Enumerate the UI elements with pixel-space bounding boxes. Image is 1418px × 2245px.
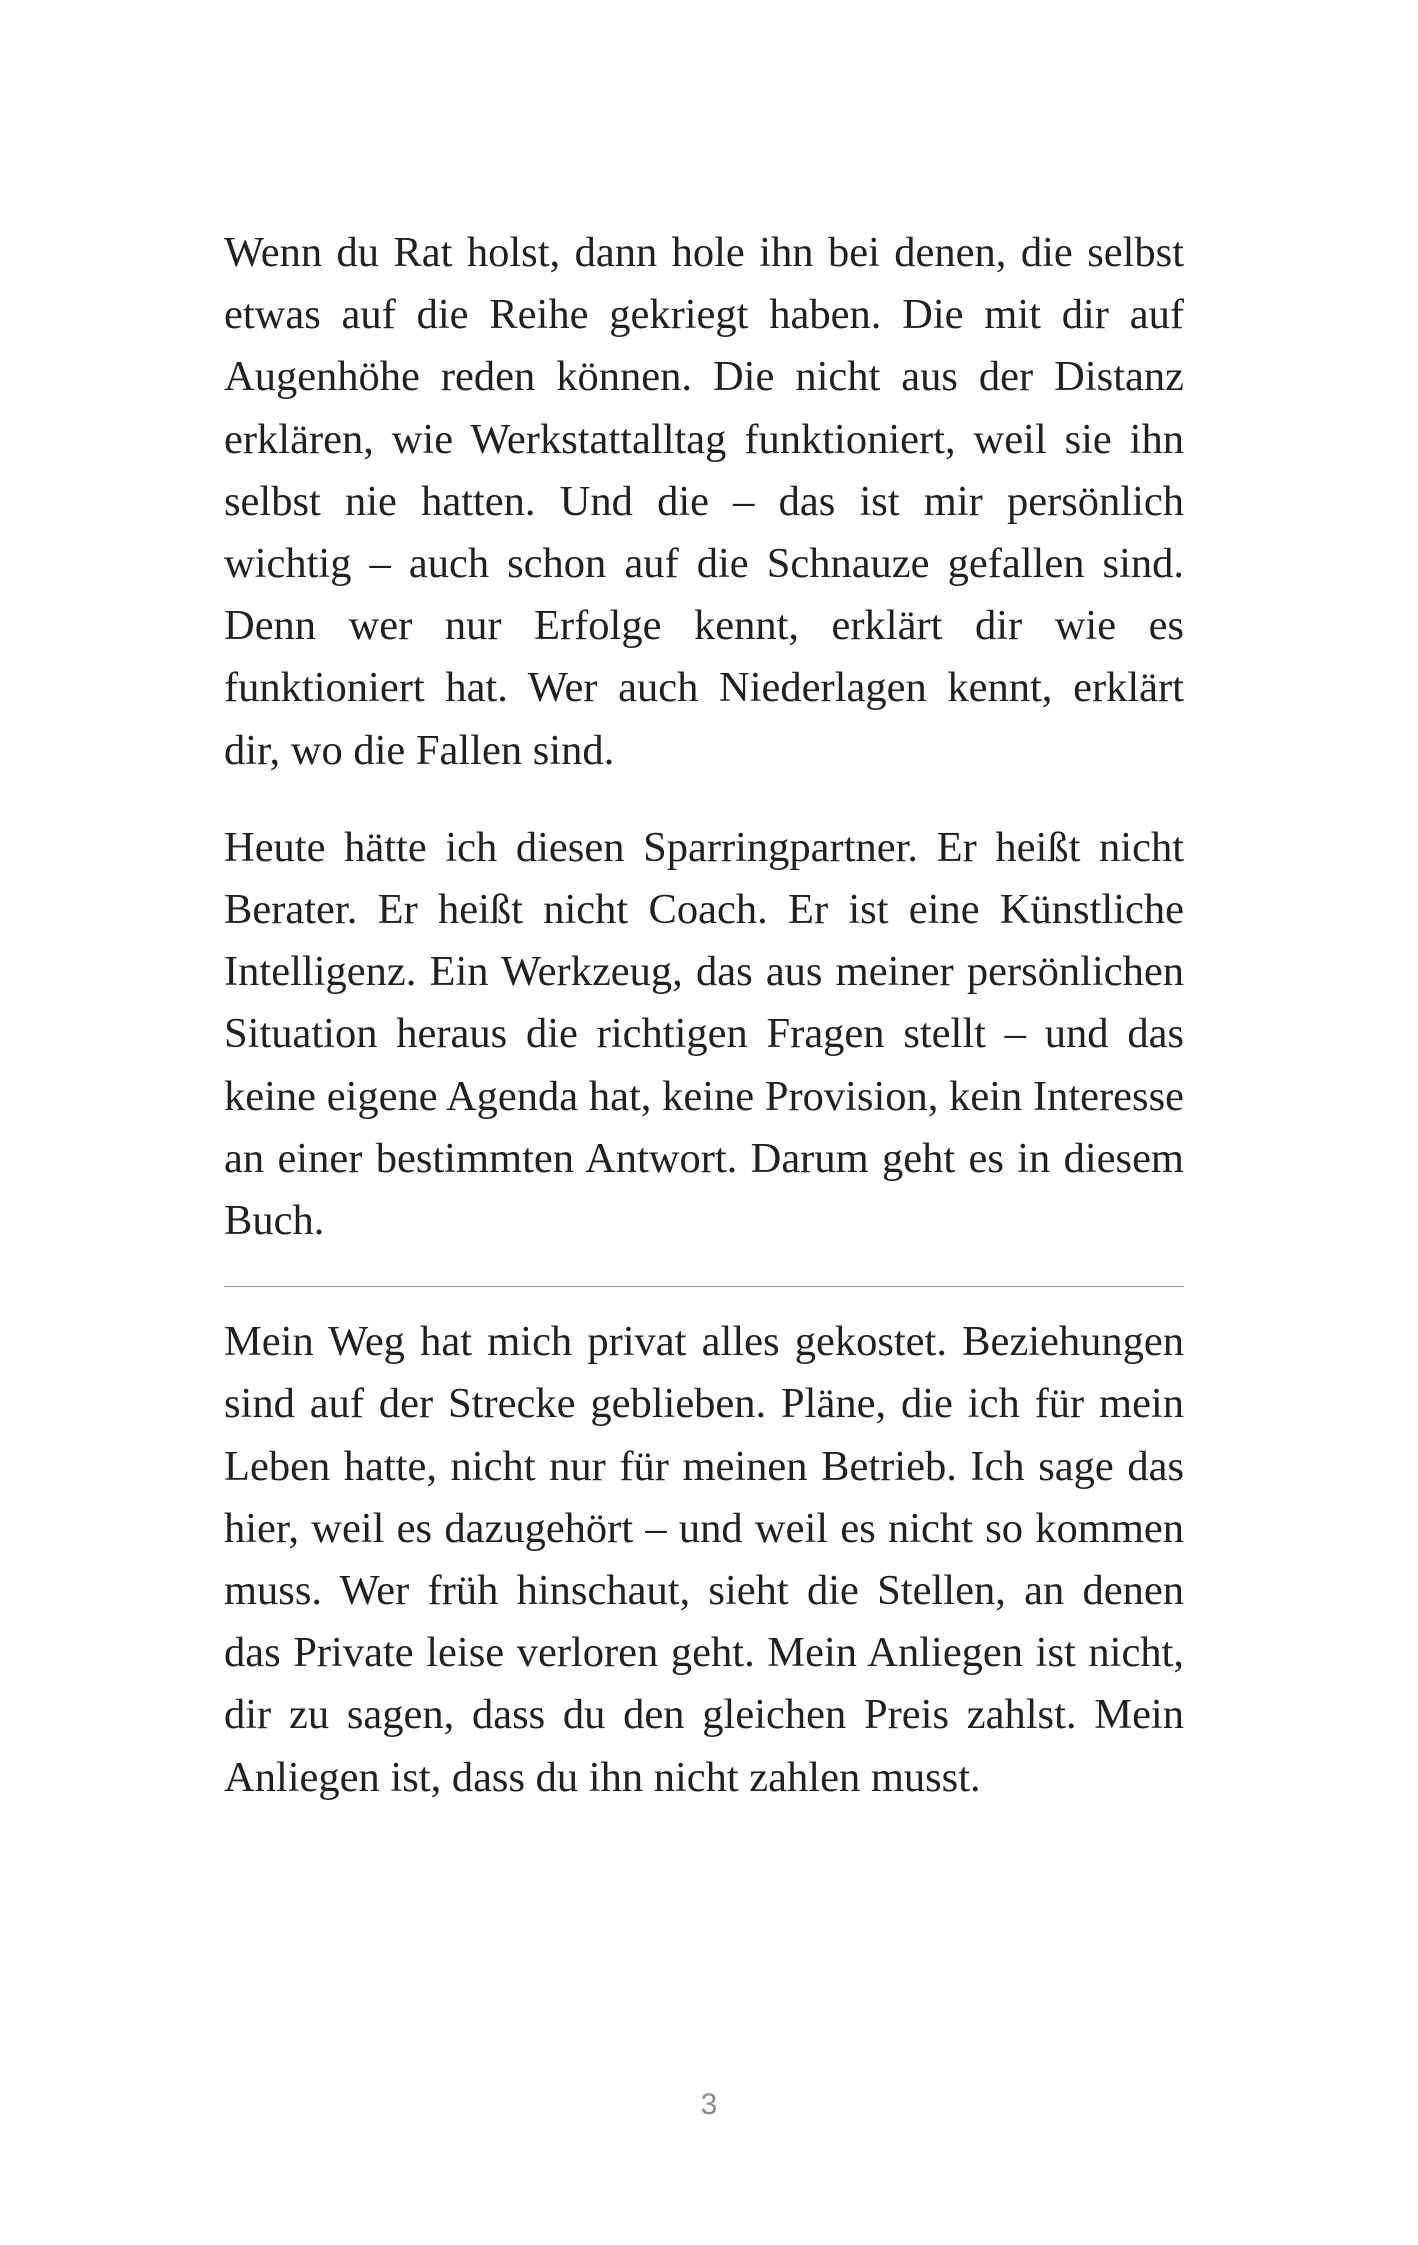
paragraph-personal-cost: Mein Weg hat mich privat alles gekostet. Beziehungen sind auf der Strecke geblieben. Pläne, die ich für mein Leben hatte, nicht nur für meinen Betrieb. Ich sage das hier, weil es dazugehört – und weil es nicht so kommen muss. Wer früh hinschaut, sieht die Stellen, an denen das Private leise verloren geht. Mein Anliegen ist nicht, dir zu sagen, dass du den gleichen Preis zahlst. Mein Anliegen ist, dass du ihn nicht zahlen musst. <box>224 1318 1184 1801</box>
paragraph-advice: Wenn du Rat holst, dann hole ihn bei denen, die selbst etwas auf die Reihe gekriegt haben. Die mit dir auf Augenhöhe reden können. Die nicht aus der Distanz erklären, wie Werkstattalltag funktioniert, weil sie ihn selbst nie hatten. Und die – das ist mir persönlich wichtig – auch schon auf die Schnauze gefallen sind. Denn wer nur Erfolge kennt, erklärt dir wie es funktioniert hat. Wer auch Niederlagen kennt, erklärt dir, wo die Fallen sind. <box>224 229 1184 774</box>
paragraph-sparring-partner: Heute hätte ich diesen Sparringpartner. Er heißt nicht Berater. Er heißt nicht Coach. Er ist eine Künstliche Intelligenz. Ein Werkzeug, das aus meiner persönlichen Situation heraus die richtigen Fragen stellt – und das keine eigene Agenda hat, keine Provision, kein Interesse an einer bestimmten Antwort. Darum geht es in diesem Buch. <box>224 823 1184 1245</box>
body-text <box>224 222 1184 1809</box>
section-divider <box>224 1286 1184 1287</box>
page-number: 3 <box>700 2088 718 2121</box>
